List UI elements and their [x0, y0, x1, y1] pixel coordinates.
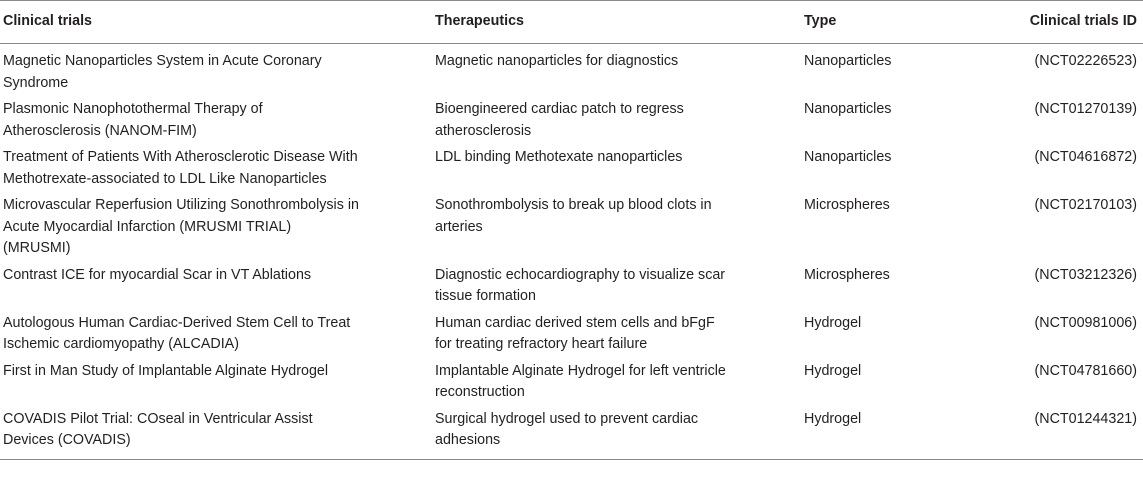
cell-trial-id: (NCT01244321) [1034, 410, 1137, 427]
cell-trial-name: Treatment of Patients With Atherosclerotic Disease With Methotrexate-associated to LDL Like Nanoparticles [3, 149, 358, 187]
cell-type: Hydrogel [804, 314, 862, 331]
cell-trial-id: (NCT01270139) [1034, 101, 1137, 117]
cell-type: Hydrogel [804, 362, 862, 379]
cell-trial-id: (NCT00981006) [1034, 314, 1137, 331]
cell-therapeutics: Implantable Alginate Hydrogel for left ventricle reconstruction [435, 362, 726, 400]
header-type: Type [804, 13, 837, 29]
cell-therapeutics: Diagnostic echocardiography to visualize scar tissue formation [435, 266, 726, 304]
cell-type: Hydrogel [804, 410, 862, 427]
table-header [0, 1, 1143, 44]
table-row [0, 192, 1143, 262]
cell-therapeutics: Bioengineered cardiac patch to regress atherosclerosis [435, 101, 684, 139]
table-row [0, 144, 1143, 192]
cell-therapeutics: Sonothrombolysis to break up blood clots in arteries [435, 197, 712, 235]
cell-trial-id: (NCT02226523) [1034, 53, 1137, 69]
cell-therapeutics: LDL binding Methotexate nanoparticles [435, 149, 683, 165]
header-clinical-trials: Clinical trials [3, 13, 92, 29]
table-row [0, 262, 1143, 310]
table-row [0, 44, 1143, 97]
cell-trial-name: Plasmonic Nanophotothermal Therapy of Atherosclerosis (NANOM-FIM) [3, 101, 263, 139]
table-row [0, 96, 1143, 144]
cell-type: Nanoparticles [804, 53, 892, 69]
cell-trial-name: Contrast ICE for myocardial Scar in VT Ablations [3, 266, 312, 283]
header-therapeutics: Therapeutics [435, 13, 524, 29]
cell-trial-name: Magnetic Nanoparticles System in Acute Coronary Syndrome [3, 53, 322, 91]
header-clinical-trials-id: Clinical trials ID [1029, 13, 1137, 29]
cell-type: Microspheres [804, 197, 890, 213]
cell-therapeutics: Surgical hydrogel used to prevent cardiac adhesions [435, 410, 699, 448]
cell-trial-id: (NCT04781660) [1034, 362, 1137, 379]
cell-trial-name: Autologous Human Cardiac-Derived Stem Cell to Treat Ischemic cardiomyopathy (ALCADIA) [3, 314, 351, 352]
cell-therapeutics: Human cardiac derived stem cells and bFgF for treating refractory heart failure [435, 314, 715, 352]
cell-type: Nanoparticles [804, 101, 892, 117]
cell-trial-name: First in Man Study of Implantable Alginate Hydrogel [3, 362, 329, 379]
table-row [0, 406, 1143, 460]
cell-trial-id: (NCT03212326) [1034, 266, 1137, 283]
cell-trial-id: (NCT04616872) [1034, 149, 1137, 165]
table-row [0, 358, 1143, 406]
header-row [0, 1, 1143, 44]
cell-therapeutics: Magnetic nanoparticles for diagnostics [435, 53, 679, 69]
cell-trial-id: (NCT02170103) [1034, 197, 1137, 213]
cell-trial-name: COVADIS Pilot Trial: COseal in Ventricular Assist Devices (COVADIS) [3, 410, 313, 448]
table-row [0, 310, 1143, 358]
cell-trial-name: Microvascular Reperfusion Utilizing Sonothrombolysis in Acute Myocardial Infarction (MRUSMI TRIAL) (MRUSMI) [3, 197, 359, 256]
table-body [0, 44, 1143, 460]
cell-type: Microspheres [804, 266, 890, 283]
cell-type: Nanoparticles [804, 149, 892, 165]
